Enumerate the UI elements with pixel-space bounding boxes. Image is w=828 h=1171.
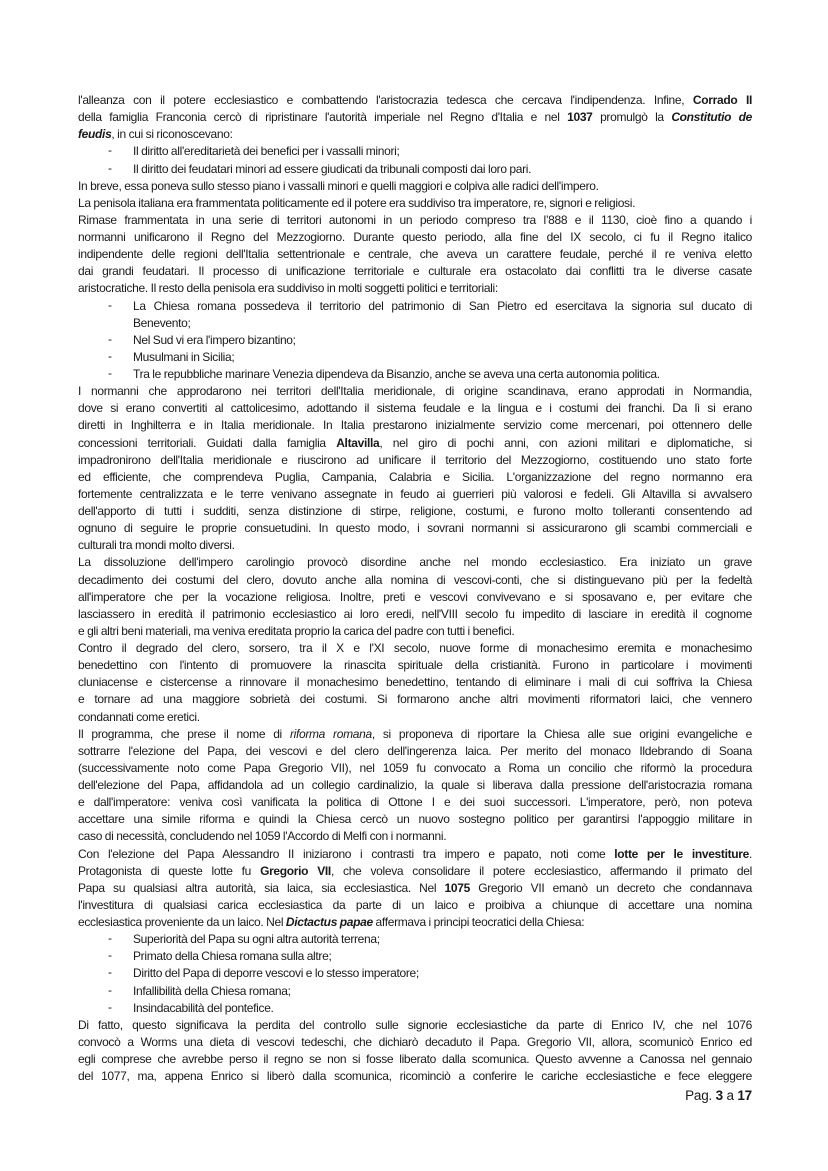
text-line xyxy=(78,880,752,897)
bullet-item xyxy=(78,1000,752,1017)
text-run: indipendente delle regioni dell'Italia settentrionale e centrale, che aveva un carattere feudale, perché il re veniva eletto xyxy=(78,247,752,262)
text-line xyxy=(78,572,752,589)
text-run: Musulmani in Sicilia; xyxy=(133,349,235,364)
bullet-item xyxy=(78,143,752,160)
text-run: affermava i principi teocratici della Chiesa: xyxy=(372,915,585,929)
text-run: I normanni che approdarono nei territori dell'Italia meridionale, di origine scandinava, erano approdati in Normandia, xyxy=(78,384,752,399)
bullet-item xyxy=(78,298,752,332)
text-run: e tornare ad una maggiore sobrietà dei costumi. Si formarono anche altri movimenti riformatori laici, che vennero xyxy=(78,692,752,707)
text-run: diretti in Inghilterra e in Italia meridionale. In Italia prestarono inizialmente servizio come mercenari, poi ottennero delle xyxy=(78,418,752,433)
text-run: ognuno di seguire le proprie consuetudini. In questo modo, i sovrani normanni si assicurarono gli scambi commerciali e xyxy=(78,521,752,536)
text-run: Rimase frammentata in una serie di territori autonomi in un periodo compreso tra l’888 e il 1130, cioè fino a quando i xyxy=(78,212,752,227)
text-line xyxy=(78,503,752,520)
text-line xyxy=(78,691,752,708)
bullet-item xyxy=(78,948,752,965)
text-run: Insindacabilità del pontefice. xyxy=(133,1000,274,1015)
text-run: lasciassero in eredità il patrimonio ecclesiastico ai loro eredi, nell'VIII secolo fu impedito di lasciare in eredità il cognome xyxy=(78,606,752,621)
bullet-dash: - xyxy=(108,948,112,963)
text-run: Superiorità del Papa su ogni altra autorità terrena; xyxy=(133,932,380,947)
bullet-dash: - xyxy=(108,160,112,175)
bullet-item xyxy=(78,931,752,948)
text-run: dove si erano convertiti al cattolicesimo, adottando il sistema feudale e la lingua e i costumi dei franchi. Da lì si erano xyxy=(78,401,752,416)
text-line xyxy=(78,1068,752,1085)
bullet-dash: - xyxy=(108,348,112,363)
text-run: ed efficiente, che comprendeva Puglia, Campania, Calabria e Sicilia. L'organizzazione del regno normanno era xyxy=(78,469,752,484)
text-run: (successivamente noto come Papa Gregorio VII), nel 1059 fu convocato a Roma un concilio che riformò la procedura xyxy=(78,760,752,775)
text-line xyxy=(78,229,752,246)
text-line xyxy=(78,263,752,280)
text-line xyxy=(133,349,752,366)
text-run: benedettino con l'intento di promuovere la rinascita spirituale della cristianità. Furono in particolare i movimenti xyxy=(78,658,752,673)
text-line xyxy=(78,674,752,691)
text-run: , si proponeva di riportare la Chiesa alle sue origini evangeliche e xyxy=(371,726,753,741)
emphasized-text: feudis xyxy=(78,127,112,142)
text-line xyxy=(78,109,752,126)
text-run: Diritto del Papa di deporre vescovi e lo stesso imperatore; xyxy=(133,966,419,981)
text-line xyxy=(78,212,752,229)
text-run: convocò a Worms una dieta di vescovi tedeschi, che dichiarò decaduto il Papa. Gregorio VII, allora, scomunicò Enrico ed xyxy=(78,1034,752,1049)
text-line xyxy=(78,863,752,880)
bullet-dash: - xyxy=(108,965,112,980)
text-line xyxy=(133,298,752,315)
text-run: La Chiesa romana possedeva il territorio del patrimonio di San Pietro ed esercitava la signoria sul ducato di xyxy=(133,298,752,313)
bullet-item xyxy=(78,349,752,366)
text-line xyxy=(133,315,752,332)
text-run: , in cui si riconoscevano: xyxy=(111,127,233,142)
text-run: e gli altri beni materiali, ma veniva ereditata proprio la carica del padre con tutti i benefici. xyxy=(78,623,515,638)
emphasized-text: lotte per le investiture xyxy=(614,846,749,861)
text-run: e dall'imperatore: veniva così vanificata la politica di Ottone I e dei suoi successori. L'imperatore, però, non poteva xyxy=(78,795,752,810)
bullet-item xyxy=(78,332,752,349)
text-line xyxy=(78,1017,752,1034)
text-line xyxy=(133,965,752,982)
text-line xyxy=(78,417,752,434)
text-line xyxy=(78,486,752,503)
text-run: Primato della Chiesa romana sulla altre; xyxy=(133,949,332,964)
emphasized-text: Constitutio de xyxy=(671,110,753,125)
text-run: sottrarre l'elezione del Papa, dei vescovi e del clero dell'ingerenza laica. Per merito del monaco Ildebrando di Soana xyxy=(78,743,752,758)
text-line xyxy=(78,178,752,195)
text-run: aristocratiche. Il resto della penisola era suddiviso in molti soggetti politici e territoriali: xyxy=(78,281,498,296)
emphasized-text: Altavilla xyxy=(336,435,380,450)
text-run: l'alleanza con il potere ecclesiastico e combattendo l'aristocrazia tedesca che cercava l'indipendenza. Infine, xyxy=(78,93,693,107)
text-line xyxy=(133,948,752,965)
paragraph xyxy=(78,383,752,554)
text-line xyxy=(78,914,752,931)
emphasized-text: 1075 xyxy=(444,880,470,895)
text-line xyxy=(78,846,752,863)
document-body xyxy=(78,92,752,1085)
text-line xyxy=(78,469,752,486)
text-line xyxy=(78,726,752,743)
text-line xyxy=(78,1034,752,1051)
text-line xyxy=(133,332,752,349)
text-run: dell'apporto di tutti i sudditi, senza distinzione di stirpe, religione, costumi, e furono molto tolleranti consentendo ad xyxy=(78,504,752,518)
text-line xyxy=(78,195,752,212)
text-line xyxy=(78,537,752,554)
text-run: all'imperatore che per la vocazione religiosa. Inoltre, preti e vescovi convivevano e si sposavano e, per evitare che xyxy=(78,589,752,604)
text-run: fortemente centralizzata e le terre venivano assegnate in feudo ai guerrieri più valorosi e fedeli. Gli Altavilla si avvalsero xyxy=(78,486,752,501)
text-line xyxy=(78,400,752,417)
text-run: Nel Sud vi era l'impero bizantino; xyxy=(133,332,296,347)
text-line xyxy=(133,1000,752,1017)
text-line xyxy=(78,520,752,537)
bullet-dash: - xyxy=(108,331,112,346)
text-run: Di fatto, questo significava la perdita del controllo sulle signorie ecclesiastiche da parte di Enrico IV, che nel 1076 xyxy=(78,1017,752,1032)
bullet-dash: - xyxy=(108,297,112,312)
text-run: Protagonista di queste lotte fu xyxy=(78,863,261,878)
text-run: promulgò la xyxy=(592,110,672,125)
text-run: del 1077, ma, appena Enrico si liberò dalla scomunica, ricominciò a conferire le cariche ecclesiastiche e fece eleggere xyxy=(78,1069,752,1084)
text-line xyxy=(78,743,752,760)
text-run: dell'elezione del Papa, affidandola ad un collegio cardinalizio, la quale si liberava dalla pressione dell'aristocrazia romana xyxy=(78,778,752,792)
text-run: Infallibilità della Chiesa romana; xyxy=(133,983,291,998)
text-line xyxy=(78,435,752,452)
text-line xyxy=(78,452,752,469)
text-run: culturali tra mondi molto diversi. xyxy=(78,538,235,553)
text-run: egli comprese che avrebbe perso il regno se non si fosse liberato dalla scomunica. Questo avvenne a Canossa nel gennaio xyxy=(78,1052,752,1066)
paragraph xyxy=(78,92,752,143)
text-line xyxy=(78,246,752,263)
bullet-dash: - xyxy=(108,931,112,946)
text-line xyxy=(78,640,752,657)
text-run: Benevento; xyxy=(133,315,191,330)
text-run: impadronirono dell'Italia meridionale e riuscirono ad unificare il territorio del Mezzogiorno, costituendo uno stato forte xyxy=(78,452,752,467)
text-run: La dissoluzione dell'impero carolingio provocò disordine anche nel mondo ecclesiastico. Era iniziato un grave xyxy=(78,555,752,570)
text-run: Con l'elezione del Papa Alessandro II iniziarono i contrasti tra impero e papato, noti come xyxy=(78,846,615,861)
text-run: accettare una simile riforma e quindi la Chiesa cercò un nuovo sostegno politico per garantirsi l'appoggio militare in xyxy=(78,812,752,827)
text-line xyxy=(78,828,752,845)
text-run: , nel giro di pochi anni, con azioni militari e diplomatiche, si xyxy=(379,435,752,450)
bullet-item xyxy=(78,983,752,1000)
emphasized-text: 1037 xyxy=(567,110,593,125)
total-pages: 17 xyxy=(737,1088,752,1103)
text-run: decadimento dei costumi del clero, dovuto anche alla nomina di vescovi-conti, che si distinguevano più per la fedeltà xyxy=(78,572,752,587)
emphasized-text: Corrado II xyxy=(692,93,752,107)
text-run: cluniacense e cistercense a rinnovare il monachesimo benedettino, tentando di eliminare i mali di cui soffriva la Chiesa xyxy=(78,675,752,690)
text-line xyxy=(78,811,752,828)
text-run: dai grandi feudatari. Il processo di unificazione territoriale e culturale era ostacolato dai conflitti tra le diverse casate xyxy=(78,264,752,279)
paragraph xyxy=(78,212,752,298)
text-line xyxy=(78,1051,752,1068)
text-run: ecclesiastica proveniente da un laico. Nel xyxy=(78,915,286,929)
text-run: Papa su qualsiasi altra autorità, sia laica, sia ecclesiastica. Nel xyxy=(78,880,445,895)
page-prefix: Pag. xyxy=(685,1088,716,1103)
emphasized-text: riforma romana xyxy=(289,726,372,741)
bullet-item xyxy=(78,965,752,982)
paragraph xyxy=(78,640,752,726)
text-run: In breve, essa poneva sullo stesso piano i vassalli minori e quelli maggiori e colpiva alle radici dell'impero. xyxy=(78,178,599,193)
bullet-dash: - xyxy=(108,982,112,997)
text-run: Gregorio VII emanò un decreto che condannava xyxy=(469,880,752,895)
paragraph xyxy=(78,554,752,640)
text-run: La penisola italiana era frammentata politicamente ed il potere era suddiviso tra imperatore, re, signori e religiosi. xyxy=(78,195,636,210)
paragraph xyxy=(78,195,752,212)
text-line xyxy=(78,606,752,623)
text-run: condannati come eretici. xyxy=(78,709,200,724)
bullet-dash: - xyxy=(108,999,112,1014)
text-run: . xyxy=(748,846,752,861)
emphasized-text: Dictactus papae xyxy=(285,915,373,929)
text-line xyxy=(78,657,752,674)
text-run: Il diritto dei feudatari minori ad essere giudicati da tribunali composti dai loro pari. xyxy=(133,161,532,176)
text-line xyxy=(78,794,752,811)
text-run: Il programma, che prese il nome di xyxy=(78,726,290,741)
current-page: 3 xyxy=(715,1088,723,1103)
page-separator: a xyxy=(722,1088,738,1103)
emphasized-text: Gregorio VII xyxy=(260,863,331,878)
text-line xyxy=(78,760,752,777)
paragraph xyxy=(78,726,752,846)
text-line xyxy=(78,126,752,143)
text-run: della famiglia Franconia cercò di ripristinare l'autorità imperiale nel Regno d'Italia e nel xyxy=(78,110,568,125)
bullet-item xyxy=(78,366,752,383)
text-line xyxy=(78,897,752,914)
text-line xyxy=(133,366,752,383)
text-line xyxy=(78,709,752,726)
paragraph xyxy=(78,846,752,932)
text-run: Contro il degrado del clero, sorsero, tra il X e l'XI secolo, nuove forme di monachesimo eremita e monachesimo xyxy=(78,641,752,655)
text-line xyxy=(78,777,752,794)
text-line xyxy=(78,554,752,571)
bullet-item xyxy=(78,161,752,178)
text-line xyxy=(78,623,752,640)
text-line xyxy=(133,143,752,160)
paragraph xyxy=(78,1017,752,1086)
text-line xyxy=(78,280,752,297)
text-run: concessioni territoriali. Guidati dalla famiglia xyxy=(78,435,337,450)
text-line xyxy=(133,161,752,178)
text-run: , che voleva consolidare il potere ecclesiastico, affermando il primato del xyxy=(330,863,752,878)
text-run: Il diritto all'ereditarietà dei benefici per i vassalli minori; xyxy=(133,144,400,159)
text-run: l'investitura di qualsiasi carica ecclesiastica da parte di un laico e proibiva a chiunque di accettare una nomina xyxy=(78,897,752,912)
bullet-dash: - xyxy=(108,143,112,158)
text-line xyxy=(78,589,752,606)
text-run: caso di necessità, concludendo nel 1059 l'Accordo di Melfi con i normanni. xyxy=(78,829,447,844)
text-line xyxy=(78,383,752,400)
bullet-dash: - xyxy=(108,366,112,380)
page-number xyxy=(685,1088,752,1103)
text-line xyxy=(133,983,752,1000)
text-run: normanni unificarono il Regno del Mezzogiorno. Durante questo periodo, alla fine del IX secolo, ci fu il Regno italico xyxy=(78,230,752,244)
text-line xyxy=(78,92,752,109)
text-line xyxy=(133,931,752,948)
text-run: Tra le repubbliche marinare Venezia dipendeva da Bisanzio, anche se aveva una certa autonomia politica. xyxy=(133,367,660,381)
paragraph xyxy=(78,178,752,195)
